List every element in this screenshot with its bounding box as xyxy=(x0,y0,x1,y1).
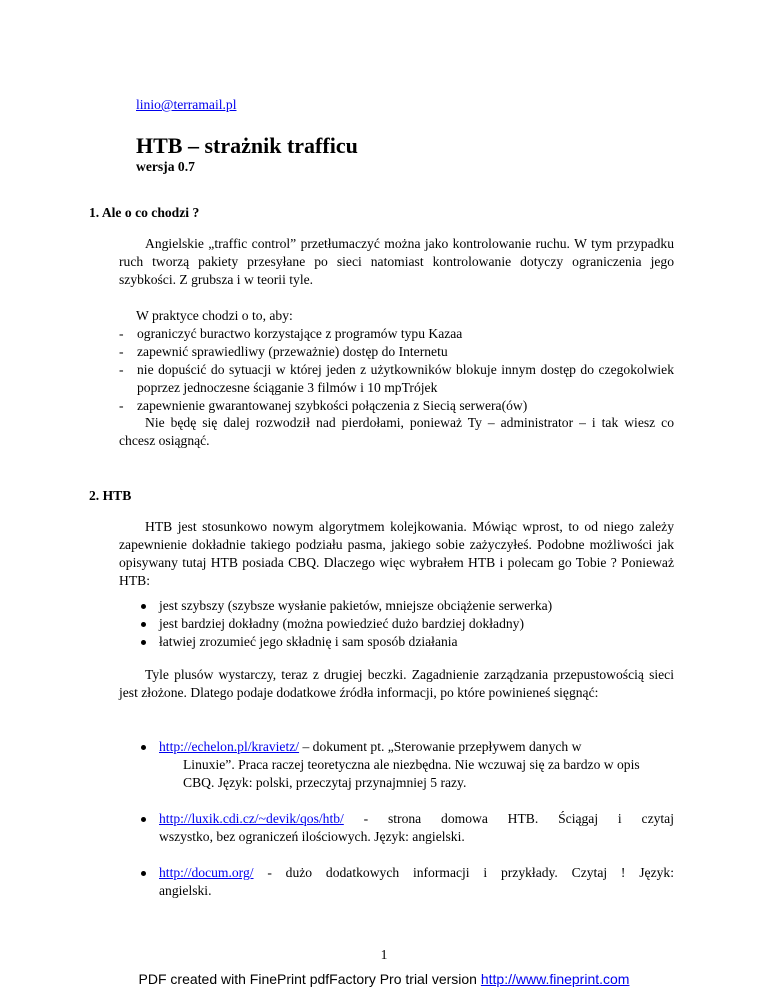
section-2-sources-paragraph: Tyle plusów wystarczy, teraz z drugiej beczki. Zagadnienie zarządzania przepustowością sieci jest złożone. Dlatego podaje dodatkowe źródła informacji, po które powinieneś sięgnąć: xyxy=(119,667,674,700)
bullet-icon xyxy=(141,817,146,822)
section-2-heading: 2. HTB xyxy=(89,488,132,503)
source-item-echelon: http://echelon.pl/kravietz/ – dokument pt. „Sterowanie przepływem danych w Linuxie”. Praca raczej teoretyczna ale niezbędna. Nie wczuwaj się za bardzo w opis CBQ. Język: polski, przeczytaj przynajmniej 5 razy. xyxy=(159,739,640,790)
source-item-docum: http://docum.org/ - dużo dodatkowych informacji i przykłady. Czytaj ! Język: angielski. xyxy=(159,865,674,898)
footer-text: PDF created with FinePrint pdfFactory Pro trial version xyxy=(138,971,481,987)
list-item: jest bardziej dokładny (można powiedzieć dużo bardziej dokładny) xyxy=(119,615,674,633)
bullet-icon xyxy=(141,622,146,627)
bullet-icon xyxy=(141,640,146,645)
htb-homepage-link[interactable]: http://luxik.cdi.cz/~devik/qos/htb/ xyxy=(159,811,344,826)
htb-advantages-list xyxy=(119,597,674,651)
echelon-link[interactable]: http://echelon.pl/kravietz/ xyxy=(159,739,300,754)
list-item: łatwiej zrozumieć jego składnię i sam sposób działania xyxy=(119,633,674,651)
section-2-intro-paragraph: HTB jest stosunkowo nowym algorytmem kolejkowania. Mówiąc wprost, to od niego zależy zapewnienie dokładnie takiego podziału pasma, jakiego sobie zażyczyłeś. Podobne możliwości jak opisywany tutaj HTB posiada CBQ. Dlaczego więc wybrałem HTB i polecam go Tobie ? Ponieważ HTB: xyxy=(119,519,674,588)
list-item: - zapewnić sprawiedliwy (przeważnie) dostęp do Internetu xyxy=(119,344,448,359)
document-version: wersja 0.7 xyxy=(136,159,195,174)
author-email-link[interactable]: linio@terramail.pl xyxy=(136,97,237,112)
fineprint-link[interactable]: http://www.fineprint.com xyxy=(480,971,630,987)
bullet-icon xyxy=(141,604,146,609)
section-1-dash-list xyxy=(119,325,674,415)
document-title: HTB – strażnik trafficu xyxy=(136,133,358,158)
list-item: - zapewnienie gwarantowanej szybkości połączenia z Siecią serwera(ów) xyxy=(119,398,528,413)
list-item: - nie dopuścić do sytuacji w której jeden z użytkowników blokuje innym dostęp do czegokolwiek poprzez jednoczesne ściąganie 3 filmów i 10 mpTrójek xyxy=(119,362,674,395)
section-1-intro-paragraph: Angielskie „traffic control” przetłumaczyć można jako kontrolowanie ruchu. W tym przypadku ruch tworzą pakiety przesyłane po sieci natomiast kontrolowanie dotyczy ograniczenia jego szybkości. Z grubsza i w teorii tyle. xyxy=(119,236,674,287)
list-item: - ograniczyć buractwo korzystające z programów typu Kazaa xyxy=(119,326,463,341)
page-number: 1 xyxy=(380,947,388,962)
section-1-heading: 1. Ale o co chodzi ? xyxy=(89,205,200,220)
pdf-footer xyxy=(0,970,768,988)
source-item-htb-home: http://luxik.cdi.cz/~devik/qos/htb/ - strona domowa HTB. Ściągaj i czytaj wszystko, bez ograniczeń ilościowych. Język: angielski. xyxy=(159,811,674,844)
section-1-list-intro: W praktyce chodzi o to, aby: xyxy=(136,308,293,323)
bullet-icon xyxy=(141,871,146,876)
bullet-icon xyxy=(141,745,146,750)
list-item: jest szybszy (szybsze wysłanie pakietów, mniejsze obciążenie serwerka) xyxy=(119,597,674,615)
docum-link[interactable]: http://docum.org/ xyxy=(159,865,254,880)
section-1-closing-paragraph: Nie będę się dalej rozwodził nad pierdołami, ponieważ Ty – administrator – i tak wiesz co chcesz osiągnąć. xyxy=(119,415,674,448)
